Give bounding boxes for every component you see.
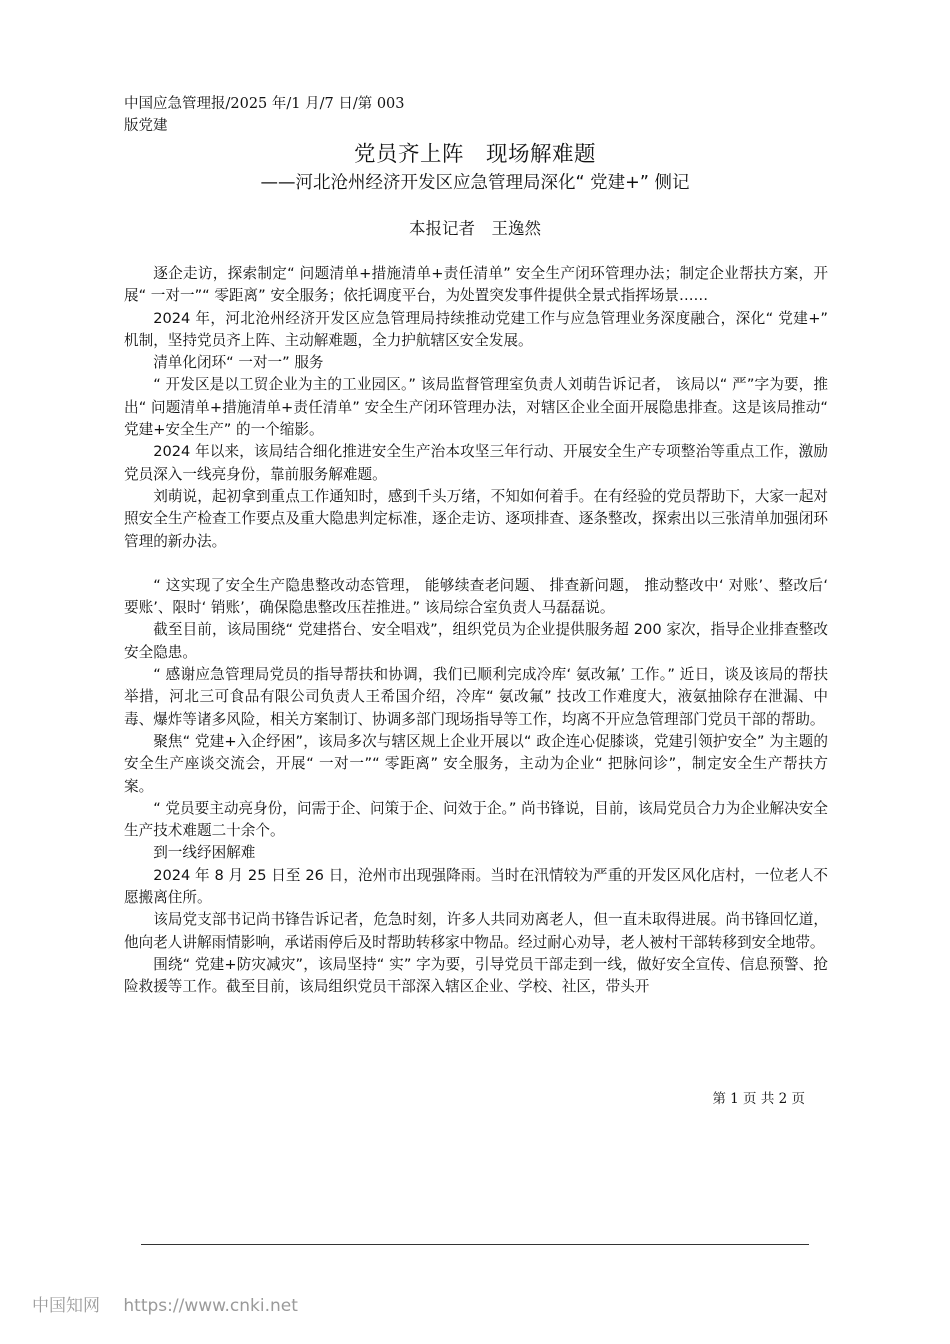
footer-divider [141,1244,809,1245]
paragraph: 刘萌说，起初拿到重点工作通知时，感到千头万绪，不知如何着手。在有经验的党员帮助下，大家一起对照安全生产检查工作要点及重大隐患判定标准，逐企走访、逐项排查、逐条整改，探索出以三张清单加强闭环管理的新办法。 [124,487,828,550]
page-number: 第 1 页 共 2 页 [712,1091,805,1107]
paragraph: 截至目前，该局围绕“ 党建搭台、安全唱戏”，组织党员为企业提供服务超 200 家次，指导企业排查整改安全隐患。 [124,621,828,661]
paragraph: 2024 年以来，该局结合细化推进安全生产治本攻坚三年行动、开展安全生产专项整治等重点工作，激励党员深入一线亮身份，靠前服务解难题。 [124,443,828,483]
paragraph: 聚焦“ 党建+入企纾困”，该局多次与辖区规上企业开展以“ 政企连心促膝谈，党建引领护安全” 为主题的安全生产座谈交流会，开展“ 一对一”“ 零距离” 安全服务，主动为企业“ 把脉问诊”，制定安全生产帮扶方案。 [124,732,828,795]
paragraph-gap [124,553,828,575]
article-byline: 本报记者 王逸然 [409,219,541,238]
paragraph: 2024 年，河北沧州经济开发区应急管理局持续推动党建工作与应急管理业务深度融合，深化“ 党建+” 机制，坚持党员齐上阵、主动解难题，全力护航辖区安全发展。 [124,309,828,349]
paragraph: “ 感谢应急管理局党员的指导帮扶和协调，我们已顺利完成冷库‘ 氨改氟’ 工作。” 近日，谈及该局的帮扶举措，河北三可食品有限公司负责人王希国介绍，冷库“ 氨改氟” 技改工作难度大，液氨抽除存在泄漏、中毒、爆炸等诸多风险，相关方案制订、协调多部门现场指导等工作，均离不开应急管理部门党员干部的帮助。 [124,666,828,728]
paragraph: 逐企走访，探索制定“ 问题清单+措施清单+责任清单” 安全生产闭环管理办法；制定企业帮扶方案，开展“ 一对一”“ 零距离” 安全服务；依托调度平台，为处置突发事件提供全景式指挥场景…… [124,265,828,305]
article-title: 党员齐上阵 现场解难题 [353,142,596,167]
source-line-2: 版党建 [124,118,168,134]
source-citation [124,93,444,137]
section-heading: 清单化闭环“ 一对一” 服务 [153,354,324,372]
paragraph: 围绕“ 党建+防灾减灾”，该局坚持“ 实” 字为要，引导党员干部走到一线，做好安全宣传、信息预警、抢险救援等工作。截至目前，该局组织党员干部深入辖区企业、学校、社区，带头开 [124,955,828,996]
paragraph: 2024 年 8 月 25 日至 26 日，沧州市出现强降雨。当时在汛情较为严重的开发区风化店村，一位老人不愿搬离住所。 [124,866,828,907]
watermark-footer [32,1294,316,1318]
paragraph: “ 党员要主动亮身份，问需于企、问策于企、问效于企。” 尚书锋说，目前，该局党员合力为企业解决安全生产技术难题二十余个。 [124,799,828,840]
paragraph: 该局党支部书记尚书锋告诉记者，危急时刻，许多人共同劝离老人，但一直未取得进展。尚书锋回忆道，他向老人讲解雨情影响，承诺雨停后及时帮助转移家中物品。经过耐心劝导，老人被村干部转移到安全地带。 [124,911,828,951]
article-body [124,263,828,999]
cnki-brand: 中国知网 [32,1296,100,1316]
paragraph: “ 开发区是以工贸企业为主的工业园区。” 该局监督管理室负责人刘萌告诉记者， 该局以“ 严”字为要，推出“ 问题清单+措施清单+责任清单” 安全生产闭环管理办法，对辖区企业全面开展隐患排查。这是该局推动“ 党建+安全生产” 的一个缩影。 [124,376,828,439]
paragraph: “ 这实现了安全生产隐患整改动态管理， 能够续查老问题、 排查新问题， 推动整改中‘ 对账’、整改后‘ 要账’、限时‘ 销账’，确保隐患整改压茬推进。” 该局综合室负责人马磊磊说。 [124,576,828,617]
article-subtitle: ——河北沧州经济开发区应急管理局深化“ 党建+” 侧记 [260,173,690,193]
source-line-1: 中国应急管理报/2025 年/1 月/7 日/第 003 [124,96,405,112]
section-heading: 到一线纾困解难 [153,844,256,862]
cnki-url: https://www.cnki.net [123,1296,298,1316]
